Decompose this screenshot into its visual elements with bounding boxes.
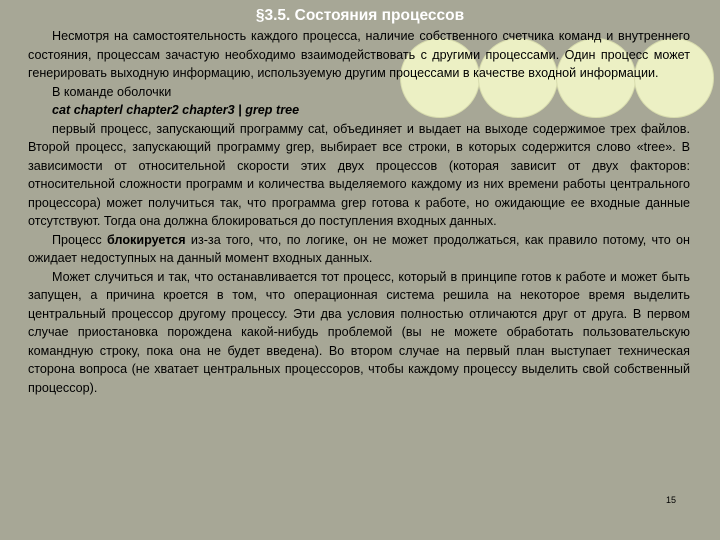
paragraph-intro: Несмотря на самостоятельность каждого процесса, наличие собственного счетчика команд и внутреннего состояния, процессам зачастую необходимо взаимодействовать с другими процессами. Один процесс может генерировать выходную информацию, используемую другим процессами в качестве входной информации. <box>28 29 690 80</box>
page-number: 15 <box>666 495 677 505</box>
paragraph-shell-command-intro: В команде оболочки <box>52 84 172 99</box>
paragraph-preemption: Может случиться и так, что останавливается тот процесс, который в принципе готов к работе и может быть запущен, а причина кроется в том, что операционная система решила на некоторое время выделить центральный процессор другому процессу. Эти два условия полностью отличаются друг от друга. В первом случае приостановка порождена какой-нибудь проблемой (вы не можете обработать пользовательскую командную строку, пока она не будет введена). Во втором случае на первый план выступает техническая сторона вопроса (не хватает центральных процессоров, чтобы каждому процессу выделить свой собственный процессор). <box>28 269 690 395</box>
paragraph-blocked-definition <box>28 231 690 268</box>
slide-title: §3.5. Состояния процессов <box>255 7 465 24</box>
slide-body <box>28 27 690 397</box>
paragraph-pipeline-explanation: первый процесс, запускающий программу cat, объединяет и выдает на выходе содержимое трех файлов. Второй процесс, запускающий программу grep, выбирает все строки, в которых содержится слово «tree». В зависимости от относительной скорости этих двух процессов (которая зависит от двух факторов: относительной сложности программ и количества выделяемого каждому из них времени работы центрального процессора) может получиться так, что программа grep готова к работе, но ожидающие ее входные данные отсутствуют. Тогда она должна блокироваться до поступления входных данных. <box>28 121 690 228</box>
blocked-term: блокируется <box>107 232 186 247</box>
shell-command-example: cat chapterl chapter2 chapter3 | grep tree <box>52 103 300 117</box>
blocked-text-before: Процесс <box>52 232 108 247</box>
blocked-text-after: из-за того, что, по логике, он не может продолжаться, как правило потому, что он ожидает недоступных на данный момент входных данных. <box>28 232 690 265</box>
